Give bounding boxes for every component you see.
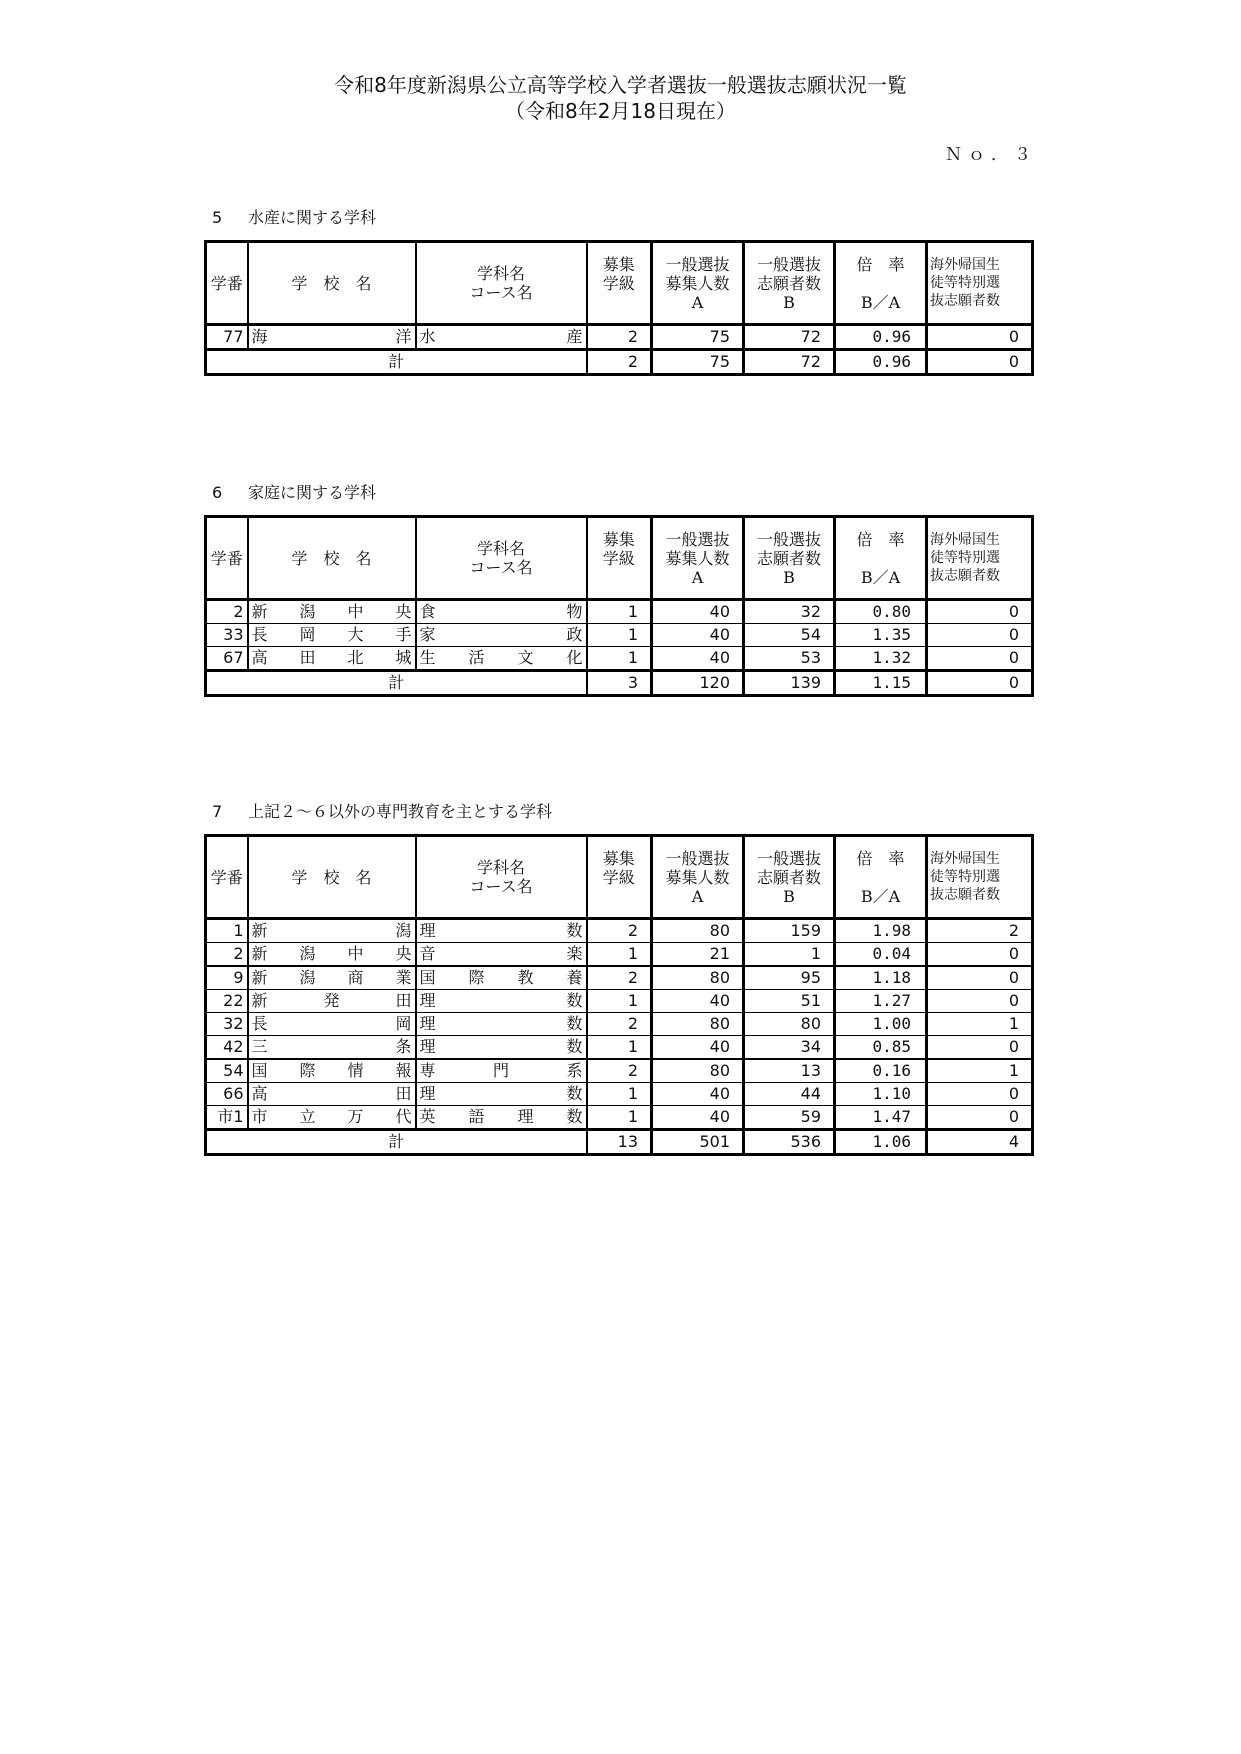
header-school-name: 学 校 名 [248, 242, 416, 325]
document-subtitle: （令和8年2月18日現在） [505, 99, 736, 123]
table-header-row [206, 517, 1033, 600]
total-applicants-b: 536 [744, 1130, 835, 1155]
ratio: 1.35 [835, 624, 927, 647]
applicants-b: 59 [744, 1106, 835, 1130]
ratio: 0.04 [835, 943, 927, 967]
classes: 1 [587, 647, 652, 671]
header-classes: 募集 学級 [587, 242, 652, 325]
header-classes: 募集 学級 [587, 836, 652, 919]
ratio: 1.18 [835, 966, 927, 990]
school-number: 33 [206, 624, 248, 647]
header-school-number: 学番 [206, 836, 248, 919]
header-applicants-b: 一般選抜 志願者数 B [744, 836, 835, 919]
capacity-a: 40 [652, 1036, 744, 1060]
school-number: 22 [206, 990, 248, 1013]
section-number: 5 [212, 208, 223, 227]
special-applicants: 0 [927, 1036, 1033, 1060]
ratio: 1.32 [835, 647, 927, 671]
ratio: 0.16 [835, 1059, 927, 1083]
ratio: 1.27 [835, 990, 927, 1013]
table-row [206, 325, 1033, 350]
school-number: 32 [206, 1013, 248, 1036]
total-row [206, 350, 1033, 375]
classes: 2 [587, 1059, 652, 1083]
ratio: 1.47 [835, 1106, 927, 1130]
school-number: 1 [206, 919, 248, 943]
total-applicants-b: 72 [744, 350, 835, 375]
special-applicants: 0 [927, 1083, 1033, 1106]
section-number: 6 [212, 483, 223, 502]
capacity-a: 40 [652, 624, 744, 647]
table-row [206, 943, 1033, 967]
total-row [206, 1130, 1033, 1155]
capacity-a: 40 [652, 600, 744, 624]
section-title [212, 483, 376, 503]
total-classes: 13 [587, 1130, 652, 1155]
school-name: 長 岡 大 手 [248, 624, 416, 647]
total-capacity-a: 75 [652, 350, 744, 375]
header-ratio: 倍 率 B／A [835, 517, 927, 600]
applicants-b: 44 [744, 1083, 835, 1106]
table-row [206, 647, 1033, 671]
school-number: 67 [206, 647, 248, 671]
total-ratio: 1.15 [835, 671, 927, 696]
ratio: 0.85 [835, 1036, 927, 1060]
ratio: 1.98 [835, 919, 927, 943]
school-number: 66 [206, 1083, 248, 1106]
special-applicants: 0 [927, 1106, 1033, 1130]
classes: 2 [587, 325, 652, 350]
capacity-a: 75 [652, 325, 744, 350]
table-row [206, 966, 1033, 990]
applicants-b: 159 [744, 919, 835, 943]
table-row [206, 990, 1033, 1013]
school-name: 新 潟 中 央 [248, 943, 416, 967]
applicant-table [204, 515, 1034, 697]
applicants-b: 80 [744, 1013, 835, 1036]
total-label: 計 [206, 350, 587, 375]
special-applicants: 0 [927, 647, 1033, 671]
special-applicants: 0 [927, 600, 1033, 624]
section-number: 7 [212, 802, 223, 821]
school-name: 三 条 [248, 1036, 416, 1060]
special-applicants: 0 [927, 990, 1033, 1013]
applicants-b: 54 [744, 624, 835, 647]
classes: 1 [587, 990, 652, 1013]
total-classes: 3 [587, 671, 652, 696]
header-capacity-a: 一般選抜 募集人数 A [652, 836, 744, 919]
applicants-b: 32 [744, 600, 835, 624]
ratio: 1.00 [835, 1013, 927, 1036]
section-label: 上記２～６以外の専門教育を主とする学科 [248, 802, 553, 821]
total-ratio: 0.96 [835, 350, 927, 375]
capacity-a: 21 [652, 943, 744, 967]
table-row [206, 1059, 1033, 1083]
total-capacity-a: 501 [652, 1130, 744, 1155]
special-applicants: 1 [927, 1013, 1033, 1036]
school-name: 国 際 情 報 [248, 1059, 416, 1083]
table-row [206, 1013, 1033, 1036]
header-school-number: 学番 [206, 517, 248, 600]
classes: 1 [587, 624, 652, 647]
header-school-name: 学 校 名 [248, 517, 416, 600]
section-title [212, 208, 376, 228]
department-name: 理 数 [416, 990, 587, 1013]
school-name: 海 洋 [248, 325, 416, 350]
ratio: 1.10 [835, 1083, 927, 1106]
school-name: 長 岡 [248, 1013, 416, 1036]
total-label: 計 [206, 1130, 587, 1155]
special-applicants: 1 [927, 1059, 1033, 1083]
department-name: 家 政 [416, 624, 587, 647]
school-name: 新 潟 [248, 919, 416, 943]
classes: 1 [587, 1036, 652, 1060]
applicant-table [204, 240, 1034, 376]
header-department: 学科名 コース名 [416, 836, 587, 919]
section-label: 家庭に関する学科 [248, 483, 377, 502]
classes: 1 [587, 600, 652, 624]
applicants-b: 13 [744, 1059, 835, 1083]
total-classes: 2 [587, 350, 652, 375]
header-special-applicants: 海外帰国生 徒等特別選 抜志願者数 [927, 242, 1033, 325]
school-number: 42 [206, 1036, 248, 1060]
table-row [206, 1106, 1033, 1130]
school-name: 高 田 [248, 1083, 416, 1106]
header-capacity-a: 一般選抜 募集人数 A [652, 242, 744, 325]
table-header-row [206, 242, 1033, 325]
classes: 1 [587, 943, 652, 967]
header-capacity-a: 一般選抜 募集人数 A [652, 517, 744, 600]
total-special-applicants: 0 [927, 350, 1033, 375]
ratio: 0.80 [835, 600, 927, 624]
capacity-a: 40 [652, 990, 744, 1013]
applicants-b: 51 [744, 990, 835, 1013]
special-applicants: 0 [927, 325, 1033, 350]
department-name: 理 数 [416, 919, 587, 943]
header-classes: 募集 学級 [587, 517, 652, 600]
classes: 1 [587, 1083, 652, 1106]
total-special-applicants: 4 [927, 1130, 1033, 1155]
table-row [206, 624, 1033, 647]
school-name: 新 発 田 [248, 990, 416, 1013]
applicants-b: 95 [744, 966, 835, 990]
special-applicants: 0 [927, 943, 1033, 967]
department-name: 理 数 [416, 1013, 587, 1036]
school-number: 77 [206, 325, 248, 350]
document-title: 令和8年度新潟県公立高等学校入学者選抜一般選抜志願状況一覧 [334, 73, 907, 97]
table-header-row [206, 836, 1033, 919]
header-applicants-b: 一般選抜 志願者数 B [744, 242, 835, 325]
school-name: 高 田 北 城 [248, 647, 416, 671]
header-special-applicants: 海外帰国生 徒等特別選 抜志願者数 [927, 517, 1033, 600]
header-ratio: 倍 率 B／A [835, 242, 927, 325]
applicants-b: 34 [744, 1036, 835, 1060]
total-row [206, 671, 1033, 696]
department-name: 音 楽 [416, 943, 587, 967]
classes: 2 [587, 966, 652, 990]
table-row [206, 1083, 1033, 1106]
department-name: 食 物 [416, 600, 587, 624]
table-row [206, 1036, 1033, 1060]
applicants-b: 72 [744, 325, 835, 350]
table-row [206, 600, 1033, 624]
department-name: 理 数 [416, 1036, 587, 1060]
header-applicants-b: 一般選抜 志願者数 B [744, 517, 835, 600]
school-number: 2 [206, 600, 248, 624]
total-capacity-a: 120 [652, 671, 744, 696]
classes: 2 [587, 1013, 652, 1036]
school-name: 市 立 万 代 [248, 1106, 416, 1130]
page-number: Ｎｏ．３ [945, 145, 1037, 165]
department-name: 生 活 文 化 [416, 647, 587, 671]
special-applicants: 0 [927, 966, 1033, 990]
ratio: 0.96 [835, 325, 927, 350]
header-department: 学科名 コース名 [416, 517, 587, 600]
applicants-b: 1 [744, 943, 835, 967]
classes: 2 [587, 919, 652, 943]
section-label: 水産に関する学科 [248, 208, 377, 227]
special-applicants: 0 [927, 624, 1033, 647]
department-name: 専 門 系 [416, 1059, 587, 1083]
capacity-a: 40 [652, 1083, 744, 1106]
capacity-a: 80 [652, 1059, 744, 1083]
total-ratio: 1.06 [835, 1130, 927, 1155]
header-school-number: 学番 [206, 242, 248, 325]
capacity-a: 80 [652, 966, 744, 990]
header-special-applicants: 海外帰国生 徒等特別選 抜志願者数 [927, 836, 1033, 919]
total-label: 計 [206, 671, 587, 696]
department-name: 英 語 理 数 [416, 1106, 587, 1130]
capacity-a: 80 [652, 1013, 744, 1036]
department-name: 理 数 [416, 1083, 587, 1106]
school-name: 新 潟 商 業 [248, 966, 416, 990]
header-school-name: 学 校 名 [248, 836, 416, 919]
school-number: 市1 [206, 1106, 248, 1130]
special-applicants: 2 [927, 919, 1033, 943]
school-number: 2 [206, 943, 248, 967]
school-number: 54 [206, 1059, 248, 1083]
school-number: 9 [206, 966, 248, 990]
total-applicants-b: 139 [744, 671, 835, 696]
school-name: 新 潟 中 央 [248, 600, 416, 624]
header-ratio: 倍 率 B／A [835, 836, 927, 919]
table-row [206, 919, 1033, 943]
section-title [212, 802, 552, 822]
capacity-a: 80 [652, 919, 744, 943]
applicant-table [204, 834, 1034, 1156]
applicants-b: 53 [744, 647, 835, 671]
capacity-a: 40 [652, 1106, 744, 1130]
header-department: 学科名 コース名 [416, 242, 587, 325]
capacity-a: 40 [652, 647, 744, 671]
department-name: 水 産 [416, 325, 587, 350]
total-special-applicants: 0 [927, 671, 1033, 696]
classes: 1 [587, 1106, 652, 1130]
department-name: 国 際 教 養 [416, 966, 587, 990]
